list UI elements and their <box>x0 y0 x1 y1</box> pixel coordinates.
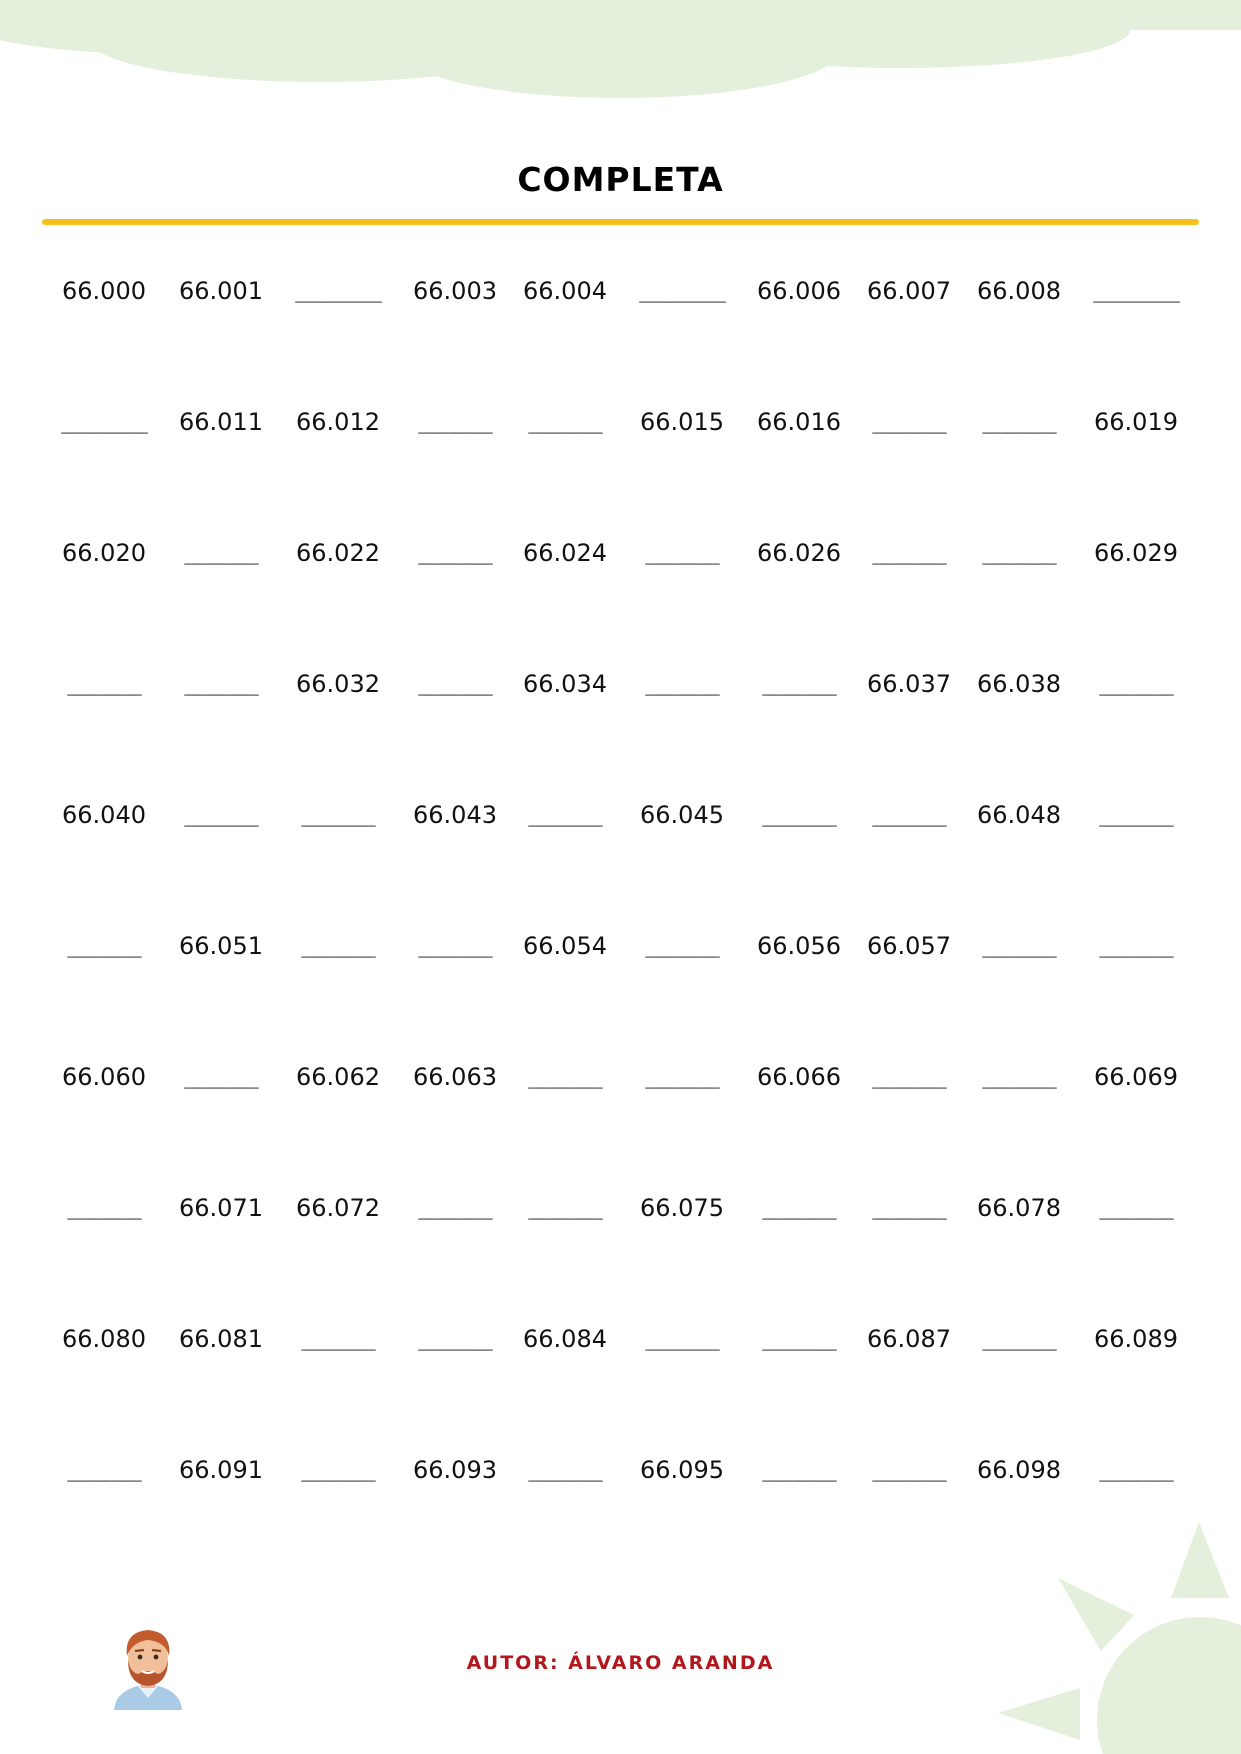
sequence-number: 66.032 <box>296 670 380 698</box>
answer-blank[interactable]: ______ <box>184 1064 258 1089</box>
answer-blank[interactable]: ______ <box>418 1326 492 1351</box>
answer-blank[interactable]: ______ <box>67 671 141 696</box>
answer-blank[interactable]: ______ <box>762 802 836 827</box>
answer-blank[interactable]: ______ <box>1099 671 1173 696</box>
answer-blank[interactable]: ______ <box>184 671 258 696</box>
sequence-number: 66.029 <box>1094 539 1178 567</box>
answer-blank[interactable]: ______ <box>1099 1195 1173 1220</box>
answer-blank[interactable]: ______ <box>982 1326 1056 1351</box>
sequence-number: 66.066 <box>757 1063 841 1091</box>
answer-blank[interactable]: ______ <box>184 540 258 565</box>
sequence-number: 66.095 <box>640 1456 724 1484</box>
answer-blank[interactable]: ______ <box>184 802 258 827</box>
answer-blank[interactable]: ______ <box>528 802 602 827</box>
answer-blank[interactable]: ______ <box>645 933 719 958</box>
answer-blank[interactable]: ______ <box>872 802 946 827</box>
answer-blank[interactable]: ______ <box>1099 1457 1173 1482</box>
sequence-number: 66.062 <box>296 1063 380 1091</box>
answer-blank[interactable]: ______ <box>67 1195 141 1220</box>
answer-blank[interactable]: ______ <box>872 1064 946 1089</box>
sequence-number: 66.019 <box>1094 408 1178 436</box>
sequence-number: 66.008 <box>977 277 1061 305</box>
sequence-number: 66.071 <box>179 1194 263 1222</box>
answer-blank[interactable]: ______ <box>762 1326 836 1351</box>
sequence-number: 66.060 <box>62 1063 146 1091</box>
sequence-number: 66.093 <box>413 1456 497 1484</box>
sequence-number: 66.045 <box>640 801 724 829</box>
page-title: COMPLETA <box>517 160 724 199</box>
answer-blank[interactable]: ______ <box>1099 802 1173 827</box>
sequence-number: 66.004 <box>523 277 607 305</box>
answer-blank[interactable]: ______ <box>762 671 836 696</box>
sequence-number: 66.063 <box>413 1063 497 1091</box>
answer-blank[interactable]: _______ <box>1093 278 1179 303</box>
answer-blank[interactable]: ______ <box>67 933 141 958</box>
author-credit: AUTOR: ÁLVARO ARANDA <box>466 1652 775 1674</box>
sequence-number: 66.069 <box>1094 1063 1178 1091</box>
sequence-number: 66.098 <box>977 1456 1061 1484</box>
answer-blank[interactable]: ______ <box>67 1457 141 1482</box>
answer-blank[interactable]: ______ <box>301 1326 375 1351</box>
answer-blank[interactable]: ______ <box>645 1064 719 1089</box>
sequence-number: 66.057 <box>867 932 951 960</box>
answer-blank[interactable]: ______ <box>418 409 492 434</box>
sequence-number: 66.089 <box>1094 1325 1178 1353</box>
sequence-number: 66.043 <box>413 801 497 829</box>
sequence-number: 66.040 <box>62 801 146 829</box>
answer-blank[interactable]: ______ <box>418 1195 492 1220</box>
sequence-number: 66.012 <box>296 408 380 436</box>
sequence-number: 66.091 <box>179 1456 263 1484</box>
sequence-number: 66.087 <box>867 1325 951 1353</box>
sequence-number: 66.075 <box>640 1194 724 1222</box>
answer-blank[interactable]: _______ <box>639 278 725 303</box>
answer-blank[interactable]: ______ <box>872 1195 946 1220</box>
sequence-number: 66.020 <box>62 539 146 567</box>
sequence-number: 66.048 <box>977 801 1061 829</box>
answer-blank[interactable]: ______ <box>645 671 719 696</box>
answer-blank[interactable]: ______ <box>762 1457 836 1482</box>
answer-blank[interactable]: _______ <box>61 409 147 434</box>
answer-blank[interactable]: ______ <box>418 671 492 696</box>
sequence-number: 66.056 <box>757 932 841 960</box>
answer-blank[interactable]: ______ <box>1099 933 1173 958</box>
answer-blank[interactable]: ______ <box>645 1326 719 1351</box>
answer-blank[interactable]: ______ <box>528 1195 602 1220</box>
sequence-number: 66.011 <box>179 408 263 436</box>
answer-blank[interactable]: ______ <box>418 933 492 958</box>
sequence-number: 66.084 <box>523 1325 607 1353</box>
answer-blank[interactable]: ______ <box>528 1457 602 1482</box>
answer-blank[interactable]: ______ <box>528 409 602 434</box>
sequence-number: 66.051 <box>179 932 263 960</box>
sequence-number: 66.022 <box>296 539 380 567</box>
answer-blank[interactable]: ______ <box>982 1064 1056 1089</box>
sequence-number: 66.034 <box>523 670 607 698</box>
sequence-number: 66.015 <box>640 408 724 436</box>
answer-blank[interactable]: ______ <box>872 540 946 565</box>
answer-blank[interactable]: ______ <box>301 802 375 827</box>
sequence-number: 66.003 <box>413 277 497 305</box>
answer-blank[interactable]: ______ <box>872 1457 946 1482</box>
sequence-number: 66.078 <box>977 1194 1061 1222</box>
sequence-number: 66.081 <box>179 1325 263 1353</box>
answer-blank[interactable]: ______ <box>982 409 1056 434</box>
sequence-number: 66.038 <box>977 670 1061 698</box>
answer-blank[interactable]: ______ <box>982 933 1056 958</box>
sequence-number: 66.007 <box>867 277 951 305</box>
sequence-number: 66.080 <box>62 1325 146 1353</box>
sequence-number: 66.024 <box>523 539 607 567</box>
answer-blank[interactable]: ______ <box>872 409 946 434</box>
answer-blank[interactable]: ______ <box>762 1195 836 1220</box>
sequence-number: 66.006 <box>757 277 841 305</box>
answer-blank[interactable]: ______ <box>301 1457 375 1482</box>
answer-blank[interactable]: ______ <box>528 1064 602 1089</box>
sequence-number: 66.026 <box>757 539 841 567</box>
sequence-number: 66.054 <box>523 932 607 960</box>
sequence-number: 66.016 <box>757 408 841 436</box>
answer-blank[interactable]: ______ <box>418 540 492 565</box>
answer-blank[interactable]: ______ <box>301 933 375 958</box>
answer-blank[interactable]: ______ <box>982 540 1056 565</box>
answer-blank[interactable]: ______ <box>645 540 719 565</box>
answer-blank[interactable]: _______ <box>295 278 381 303</box>
sequence-number: 66.037 <box>867 670 951 698</box>
sequence-number: 66.072 <box>296 1194 380 1222</box>
sequence-number: 66.000 <box>62 277 146 305</box>
sequence-number: 66.001 <box>179 277 263 305</box>
